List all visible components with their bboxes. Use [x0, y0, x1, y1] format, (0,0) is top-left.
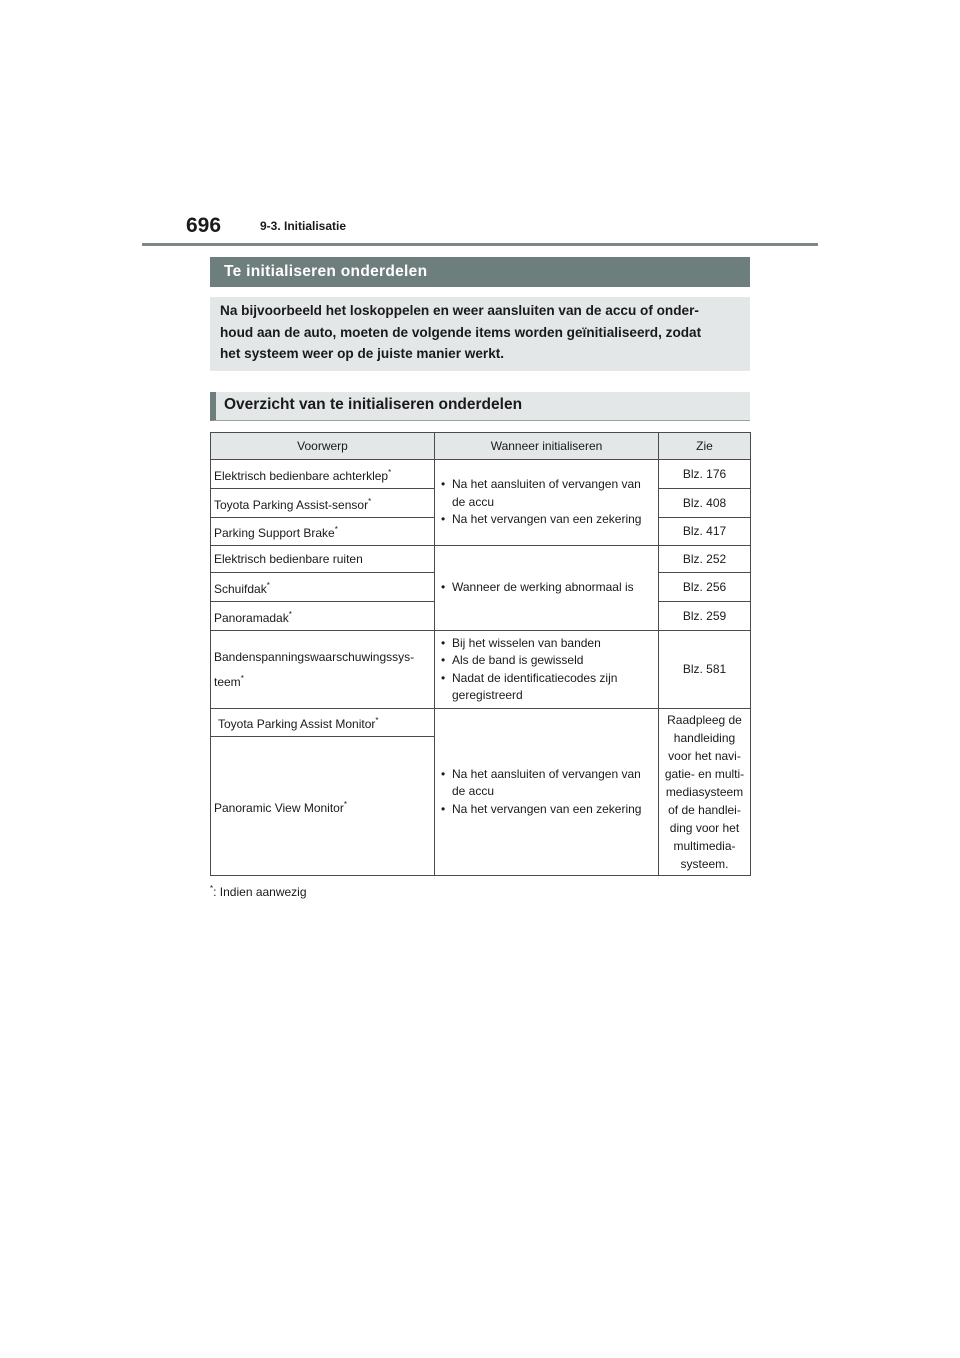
table-row — [211, 460, 751, 489]
item-name: Toyota Parking Assist Monitor — [218, 717, 376, 731]
ref-line: mediasysteem — [665, 785, 744, 799]
when-text: de accu — [452, 784, 495, 799]
when-list — [438, 635, 655, 705]
table-header-row — [211, 433, 751, 460]
footnote-mark: * — [375, 716, 379, 725]
when-list — [438, 766, 655, 819]
ref-cell — [659, 709, 751, 876]
header-ref: Zie — [659, 433, 751, 460]
when-cell — [435, 709, 659, 876]
item-name: Toyota Parking Assist-sensor — [214, 497, 369, 512]
footnote-mark: * — [343, 799, 347, 809]
item-name: teem — [214, 675, 241, 689]
list-item — [438, 635, 655, 653]
when-text: Na het aansluiten of vervangen van — [452, 477, 641, 492]
footnote-mark: * — [210, 884, 214, 893]
when-list — [438, 579, 655, 597]
ref-line: systeem. — [680, 857, 729, 871]
table-row — [211, 546, 751, 573]
item-name: Panoramadak — [214, 610, 289, 625]
ref-cell: Blz. 417 — [659, 518, 751, 546]
footnote-mark: * — [368, 496, 372, 506]
list-item — [438, 766, 655, 801]
ref-line: gatie- en multi- — [664, 767, 745, 781]
when-text: Nadat de identificatiecodes zijn — [452, 670, 618, 685]
item-cell — [211, 737, 435, 876]
footnote-mark: * — [240, 674, 244, 683]
list-item — [438, 801, 655, 819]
when-text: geregistreerd — [452, 688, 523, 702]
when-cell — [435, 460, 659, 546]
table-row — [211, 709, 751, 737]
when-text: Na het aansluiten of vervangen van — [452, 766, 641, 781]
intro-line: houd aan de auto, moeten de volgende items worden geïnitialiseerd, zodat — [220, 324, 702, 340]
when-list — [438, 476, 655, 529]
item-name: Schuifdak — [214, 581, 267, 596]
when-text: Als de band is gewisseld — [452, 653, 584, 667]
footnote-mark: * — [334, 525, 338, 534]
when-cell — [435, 631, 659, 709]
ref-cell: Blz. 581 — [659, 631, 751, 709]
item-cell — [211, 460, 435, 489]
ref-line: of de handlei- — [668, 803, 741, 817]
section-title: 9-3. Initialisatie — [260, 219, 347, 233]
item-cell — [211, 573, 435, 602]
list-item — [438, 670, 655, 705]
header-divider — [142, 243, 818, 246]
list-item — [438, 476, 655, 511]
ref-cell: Blz. 176 — [659, 460, 751, 489]
footnote — [210, 884, 307, 899]
when-text: Wanneer de werking abnormaal is — [452, 580, 634, 595]
intro-line: het systeem weer op de juiste manier werkt. — [220, 346, 505, 361]
item-cell — [211, 518, 435, 546]
item-cell — [211, 489, 435, 518]
ref-cell: Blz. 408 — [659, 489, 751, 518]
item-name: Elektrisch bedienbare ruiten — [214, 551, 363, 566]
subsection-heading: Overzicht van te initialiseren onderdelen — [210, 392, 750, 421]
footnote-mark: * — [388, 467, 392, 477]
when-cell — [435, 546, 659, 631]
intro-box — [210, 297, 750, 371]
ref-line: handleiding — [673, 731, 736, 745]
item-cell — [211, 631, 435, 709]
header-when: Wanneer initialiseren — [435, 433, 659, 460]
ref-line: ding voor het — [669, 821, 740, 835]
item-cell — [211, 602, 435, 631]
when-text: Na het vervangen van een zekering — [452, 801, 642, 816]
footnote-mark: * — [288, 609, 292, 619]
section-heading: Te initialiseren onderdelen — [210, 257, 750, 287]
when-text: Bij het wisselen van banden — [452, 635, 601, 650]
when-text: de accu — [452, 494, 495, 509]
ref-cell: Blz. 259 — [659, 602, 751, 631]
list-item — [438, 652, 655, 670]
item-name: Parking Support Brake — [214, 526, 335, 540]
ref-line: Raadpleeg de — [667, 713, 742, 727]
when-text: Na het vervangen van een zekering — [452, 512, 642, 527]
item-name: Panoramic View Monitor — [214, 800, 344, 815]
initialization-table — [210, 432, 751, 876]
list-item — [438, 511, 655, 529]
item-name: Bandenspanningswaarschuwingssys- — [214, 650, 415, 664]
footnote-text: : Indien aanwezig — [213, 885, 307, 899]
intro-line: Na bijvoorbeeld het loskoppelen en weer aansluiten van de accu of onder- — [220, 303, 699, 318]
ref-line: multimedia- — [673, 839, 736, 853]
list-item — [438, 579, 655, 597]
item-cell — [211, 709, 435, 737]
page-number: 696 — [186, 214, 222, 237]
ref-cell: Blz. 252 — [659, 546, 751, 573]
ref-line: voor het navi- — [668, 749, 741, 763]
footnote-mark: * — [266, 580, 270, 590]
header-item: Voorwerp — [211, 433, 435, 460]
table-row — [211, 631, 751, 709]
ref-cell: Blz. 256 — [659, 573, 751, 602]
item-name: Elektrisch bedienbare achterklep — [214, 468, 389, 483]
item-cell — [211, 546, 435, 573]
